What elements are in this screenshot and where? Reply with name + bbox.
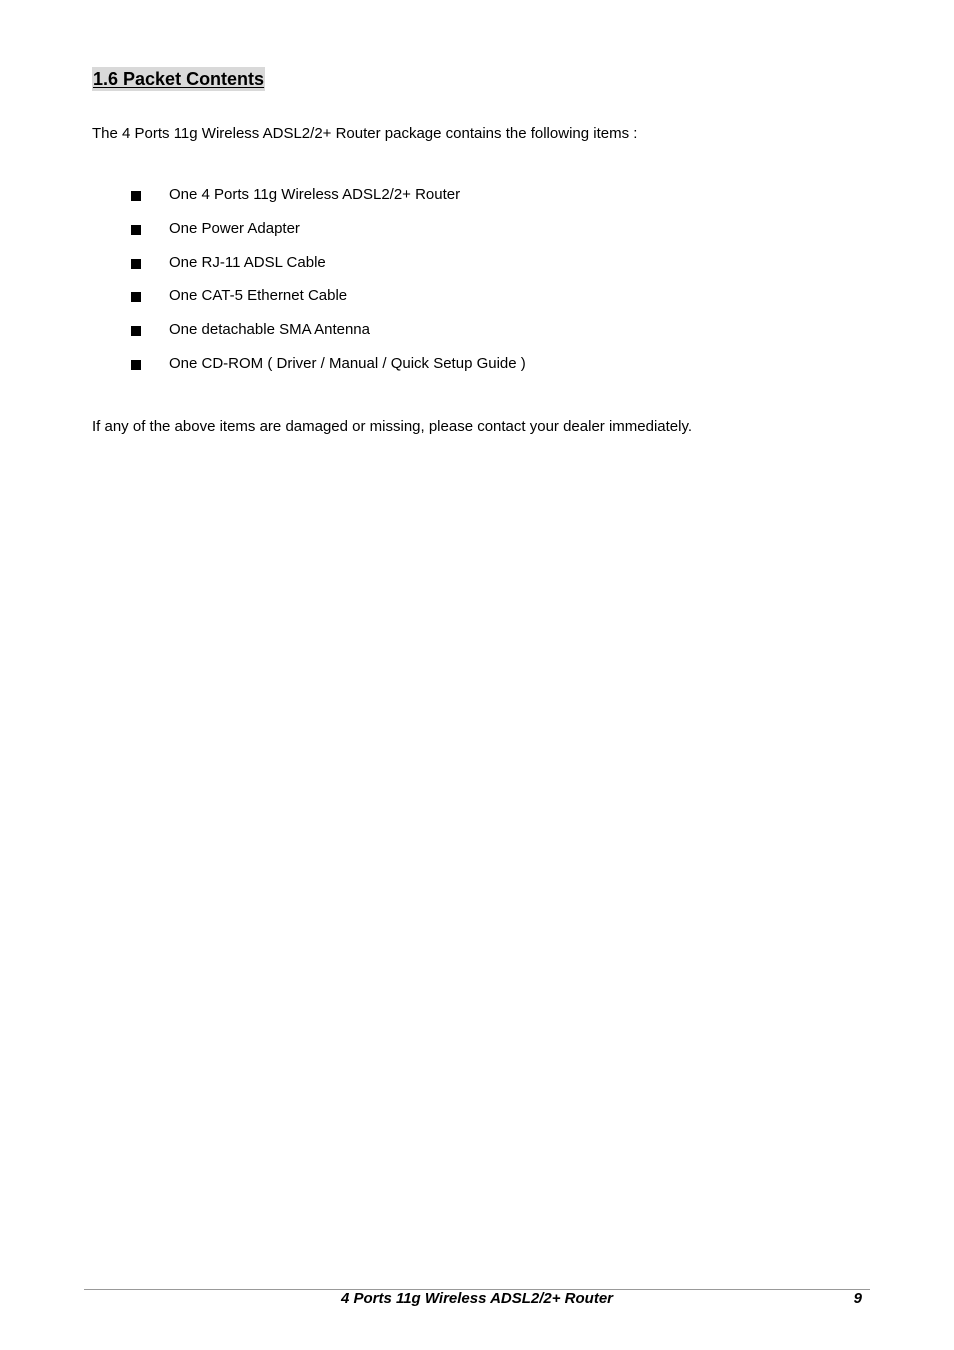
square-bullet-icon xyxy=(131,292,141,302)
list-item-label: One RJ-11 ADSL Cable xyxy=(169,253,326,271)
square-bullet-icon xyxy=(131,259,141,269)
list-item-label: One CD-ROM ( Driver / Manual / Quick Setup Guide ) xyxy=(169,354,526,372)
page-number: 9 xyxy=(853,1290,862,1307)
square-bullet-icon xyxy=(131,360,141,370)
closing-paragraph: If any of the above items are damaged or missing, please contact your dealer immediately. xyxy=(92,418,693,435)
square-bullet-icon xyxy=(131,326,141,336)
square-bullet-icon xyxy=(131,191,141,201)
square-bullet-icon xyxy=(131,225,141,235)
list-item-label: One 4 Ports 11g Wireless ADSL2/2+ Router xyxy=(169,186,461,203)
list-item-label: One detachable SMA Antenna xyxy=(169,321,370,339)
list-item-label: One Power Adapter xyxy=(169,219,300,237)
section-heading: 1.6 Packet Contents xyxy=(93,69,265,89)
intro-paragraph: The 4 Ports 11g Wireless ADSL2/2+ Router package contains the following items : xyxy=(92,125,638,142)
list-item-label: One CAT-5 Ethernet Cable xyxy=(169,287,348,305)
footer-title: 4 Ports 11g Wireless ADSL2/2+ Router xyxy=(340,1290,614,1307)
